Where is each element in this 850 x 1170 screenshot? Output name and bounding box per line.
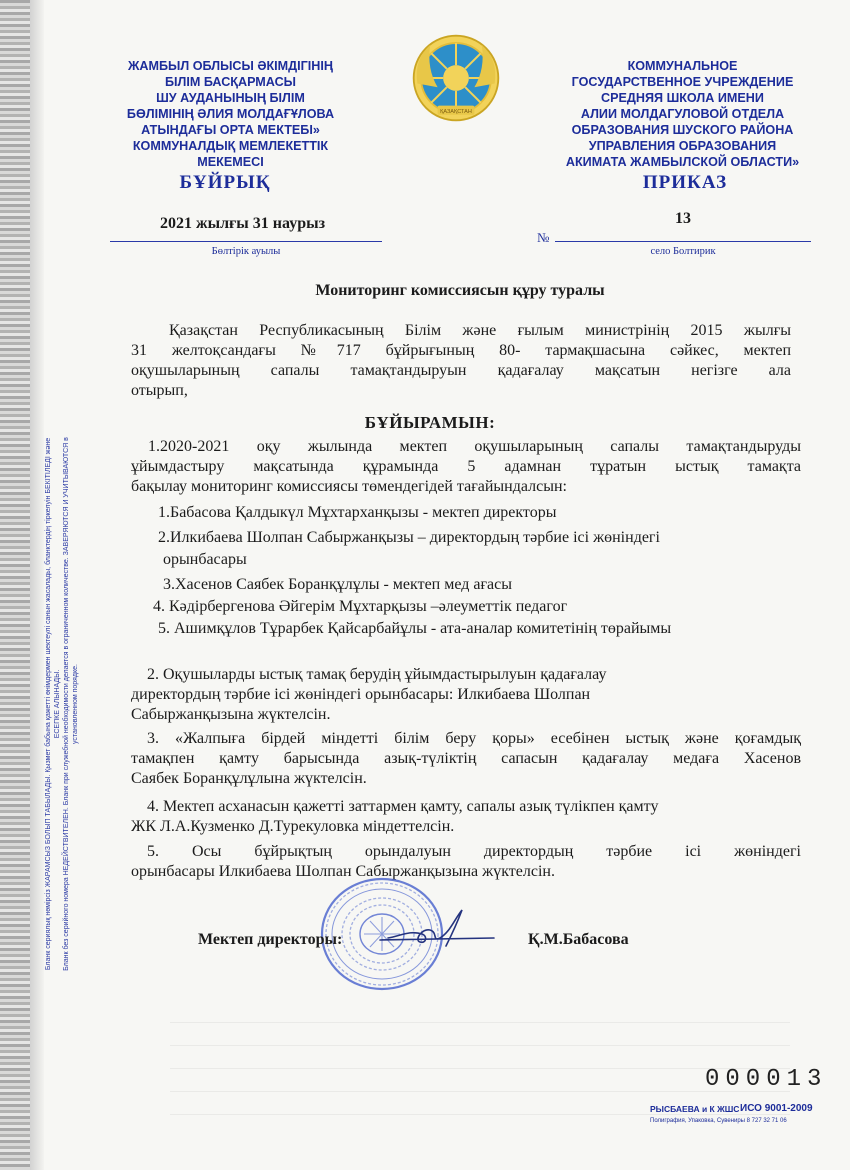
date-underline <box>110 241 382 242</box>
member-2-cont: орынбасары <box>163 551 247 568</box>
state-emblem <box>410 32 502 124</box>
order-item-5: 5. Осы бұйрықтың орындалуын директордың тәрбие ісі жөніндегі орынбасары Илкибаева Шолпан Сабыржанқызына жүктелсін. <box>131 843 801 880</box>
faint-bleed-through <box>170 1000 790 1120</box>
scan-edge-shadow <box>30 0 44 1170</box>
member-2: 2.Илкибаева Шолпан Сабыржанқызы – директордың тәрбие ісі жөніндегі <box>158 529 660 546</box>
header-right-ru: КОММУНАЛЬНОЕ ГОСУДАРСТВЕННОЕ УЧРЕЖДЕНИЕ СРЕДНЯЯ ШКОЛА ИМЕНИ АЛИИ МОЛДАГУЛОВОЙ ОТДЕЛА ОБРАЗОВАНИЯ ШУСКОГО РАЙОНА УПРАВЛЕНИЯ ОБРАЗОВАНИЯ АКИМАТА ЖАМБЫЛСКОЙ ОБЛАСТИ» <box>565 59 800 169</box>
signatory-name: Қ.М.Бабасова <box>528 931 629 948</box>
header-left-kz: ЖАМБЫЛ ОБЛЫСЫ ӘКІМДІГІНІҢ БІЛІМ БАСҚАРМАСЫ ШУ АУДАНЫНЫҢ БІЛІМ БӨЛІМІНІҢ ӘЛИЯ МОЛДАҒҰЛОВА АТЫНДАҒЫ ОРТА МЕКТЕБІ» КОММУНАЛДЫҚ МЕМЛЕКЕТТІК МЕКЕМЕСІ <box>126 59 335 169</box>
signatory-title: Мектеп директоры: <box>198 931 343 948</box>
order-number: 13 <box>675 210 691 227</box>
order-title-kz: БҰЙРЫҚ <box>179 172 271 193</box>
place-kz: Бөлтірік ауылы <box>211 246 281 257</box>
emblem-text: ҚАЗАҚСТАН <box>440 108 472 115</box>
order-item-2: 2. Оқушыларды ыстық тамақ берудің ұйымдастырылуын қадағалау директордың тәрбие ісі жөніндегі орынбасары: Илкибаева Шолпан Сабыржанқызына жүктелсін. <box>131 666 607 723</box>
scan-edge <box>0 0 30 1170</box>
side-text-ru: Бланк без серийного номера НЕДЕЙСТВИТЕЛЕН. Бланк при служебной необходимости делается в ограниченном количестве. ЗАВЕРЯЮТСЯ И УЧИТЫВАЮТСЯ в установленном порядке. <box>63 437 79 971</box>
printer-logo: РЫСБАЕВА и К ЖШС <box>650 1104 740 1114</box>
place-ru: село Болтирик <box>650 246 716 257</box>
iso-mark: ИСО 9001-2009 <box>740 1103 813 1114</box>
printer-info: Полиграфия, Упаковка, Сувениры 8 727 32 71 06 <box>650 1118 787 1124</box>
form-side-text <box>44 424 80 984</box>
number-label: № <box>537 230 550 245</box>
order-item-1: 1.2020-2021 оқу жылында мектеп оқушыларының сапалы тамақтандыруды ұйымдастыру мақсатында құрамында 5 адамнан тұратын ыстық тамақта бақылау мониторинг комиссиясы төмендегідей тағайындалсын: <box>131 438 801 495</box>
order-date: 2021 жылғы 31 наурыз <box>159 215 326 232</box>
serial-number: 000013 <box>705 1066 828 1093</box>
member-5: 5. Ашимқұлов Тұрарбек Қайсарбайұлы - ата-аналар комитетінің төрайымы <box>158 620 672 637</box>
side-text-kz: Бланк сериялық нөмірсіз ЖАРАМСЫЗ БОЛЫП ТАБЫЛАДЫ. Қызмет бабына қажетті өнімдермен шектеулі санын жасалады, бланктердің тіркелуін БЕКІТІЛЕДІ және ЕСЕПКЕ АЛЫНАДЫ. <box>45 437 61 971</box>
document-title: Мониторинг комиссиясын құру туралы <box>315 282 605 299</box>
director-signature <box>370 900 500 960</box>
member-1: 1.Бабасова Қалдыкүл Мұхтарханқызы - мектеп директоры <box>158 504 557 521</box>
number-underline <box>555 241 811 242</box>
member-4: 4. Кәдірбергенова Әйгерім Мұхтарқызы –әлеуметтік педагог <box>153 598 568 615</box>
command-heading: БҰЙЫРАМЫН: <box>364 413 496 432</box>
intro-paragraph: Қазақстан Республикасының Білім және ғылым министрінің 2015 жылғы 31 желтоқсандағы №717 бұйрығының 80- тармақшасына сәйкес, мектеп оқушыларының сапалы тамақтандыруын қадағалау мақсатын негізге ала отырып, <box>131 322 791 399</box>
order-item-4: 4. Мектеп асханасын қажетті заттармен қамту, сапалы азық түлікпен қамту ЖК Л.А.Кузменко Д.Турекуловка міндеттелсін. <box>131 798 659 835</box>
order-title-ru: ПРИКАЗ <box>642 172 728 193</box>
order-item-3: 3. «Жалпыға бірдей міндетті білім беру қоры» есебінен ыстық және қоғамдық тамақпен қамту барысында азық-түліктің сапасын қадағалау медаға Хасенов Саябек Боранқұлұлына жүктелсін. <box>131 730 801 787</box>
member-3: 3.Хасенов Саябек Боранқұлұлы - мектеп мед ағасы <box>163 576 512 593</box>
